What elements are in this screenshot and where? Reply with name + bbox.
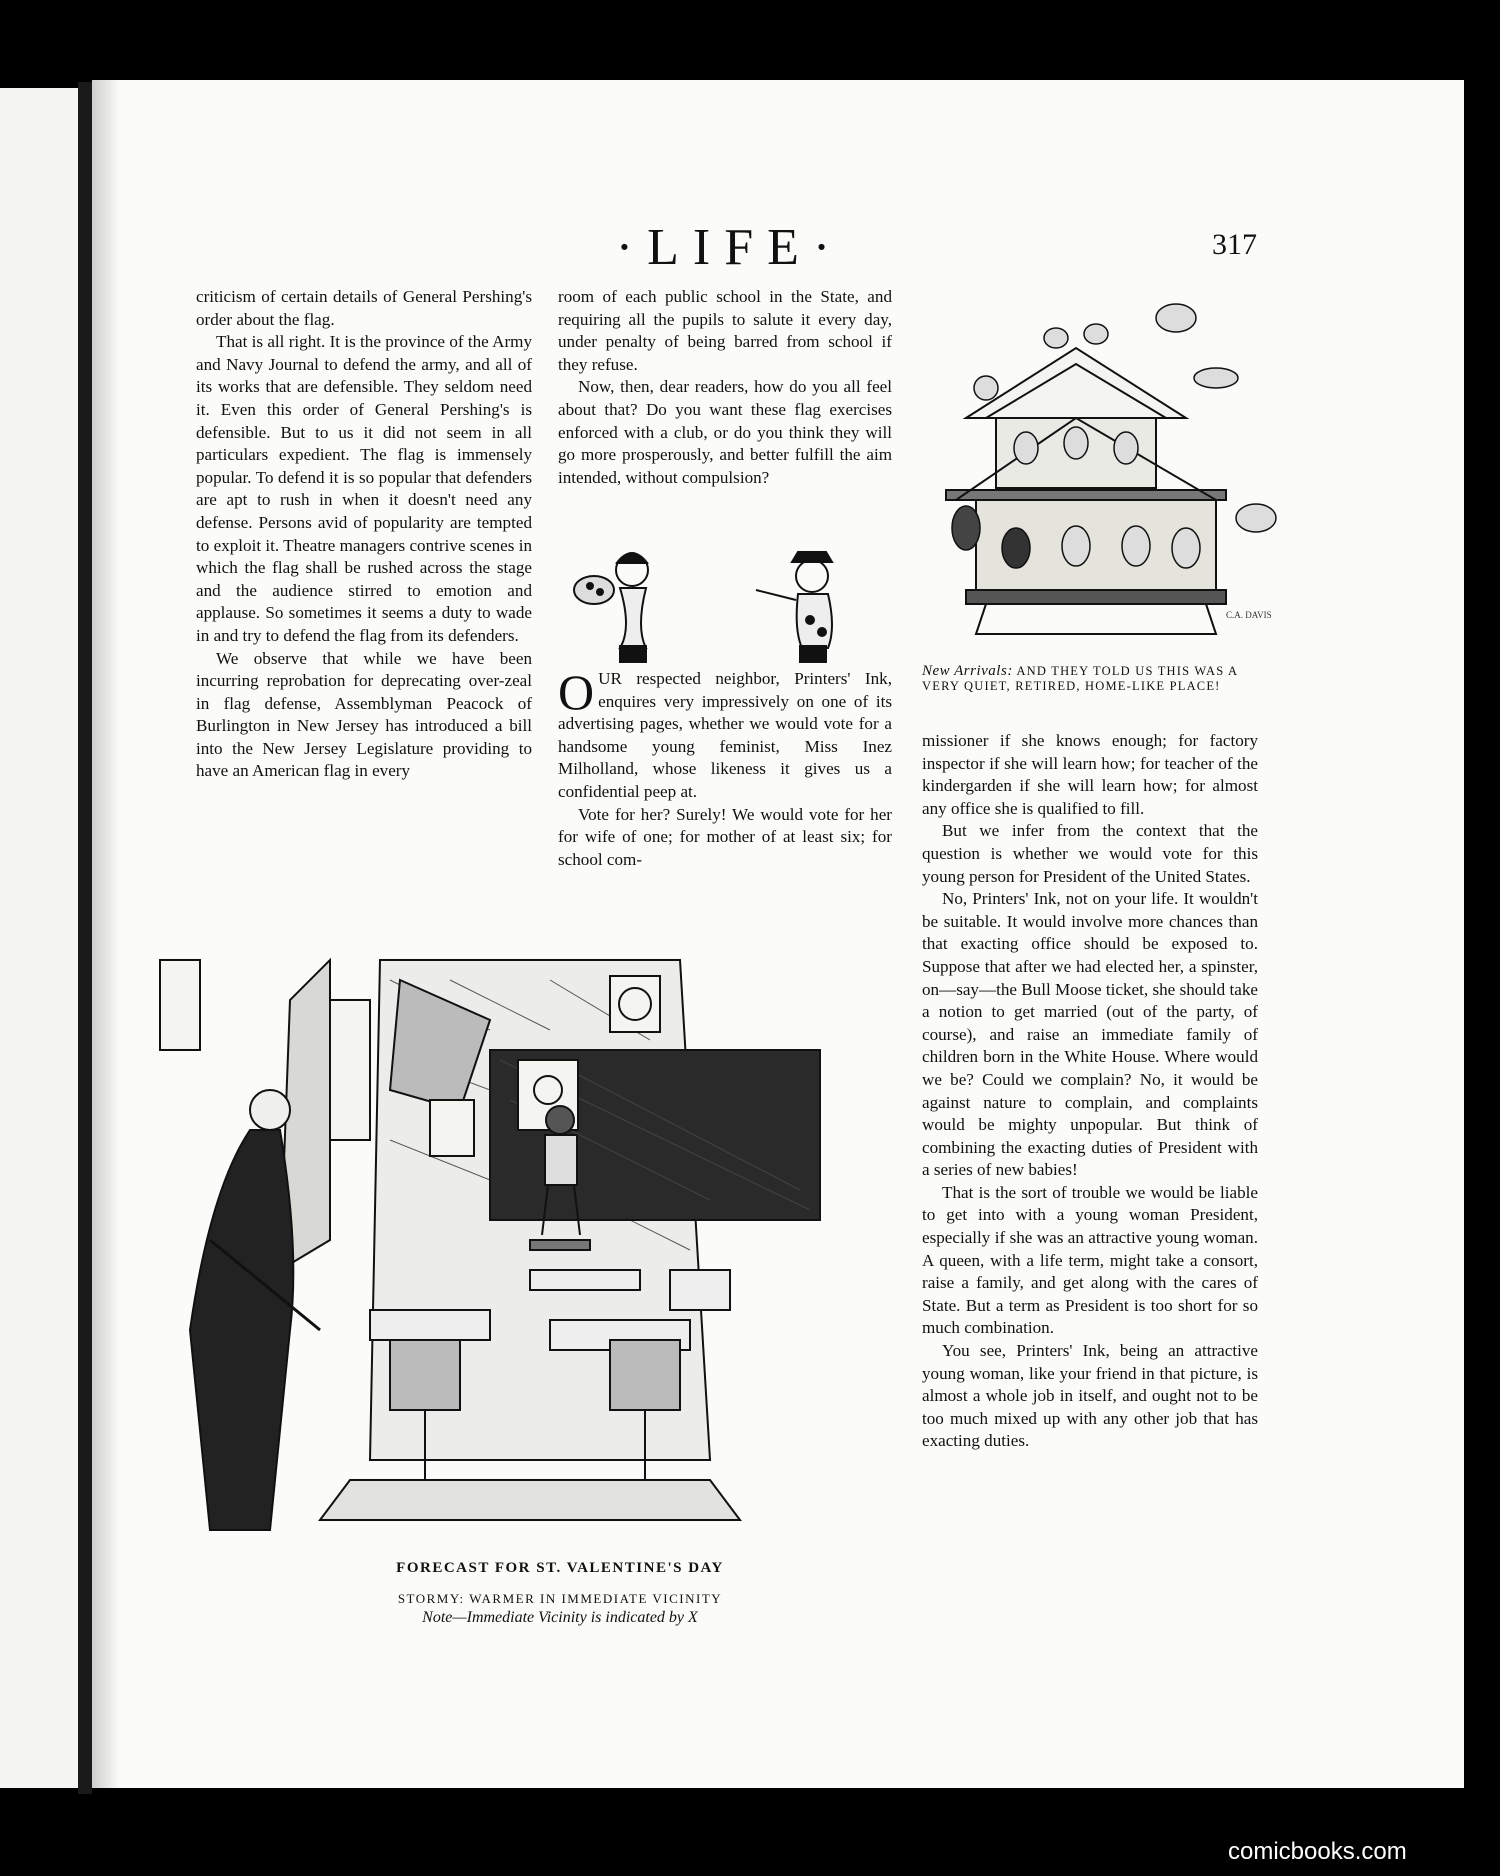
adjacent-page-edge [0, 88, 78, 1788]
paragraph: Now, then, dear readers, how do you all feel about that? Do you want these flag exercises enforced with a club, or do you think they will go more prosperously, and better fulfill the aim intended, without compulsion? [558, 377, 892, 487]
paragraph: That is the sort of trouble we would be liable to get into with a young woman President, especially if she was an attractive young woman. A queen, with a life term, might take a consort, raise a family, and get along with the cares of State. But a term as President is too short for so much combination. [922, 1182, 1258, 1338]
column-1 [196, 286, 532, 783]
birdhouse-caption [922, 664, 1258, 694]
column-2-lower [558, 664, 892, 871]
paragraph: room of each public school in the State, and requiring all the pupils to salute it every day, under penalty of being barred from school if they refuse. [558, 287, 892, 374]
paragraph: That is all right. It is the province of the Army and Navy Journal to defend the army, and all of its works that are defensible. They seldom need it. Even this order of General Pershing's is defensible. But to us it did not seem in all particulars expedient. The flag is immensely popular. To defend it is so popular that defenders are apt to rush in when it doesn't need any defense. Persons avid of popularity are tempted to exploit it. Theatre managers contrive scenes in which the flag shall be rushed across the stage and the audience stirred to emotion and applause. So sometimes it seems a duty to wade in and try to defend the flag from its defenders. [196, 332, 532, 645]
caption-italic: New Arrivals: [922, 663, 1013, 679]
right-figure [756, 552, 832, 662]
paragraph: missioner if she knows enough; for factory inspector if she will learn how; for teacher of the kindergarden if she will learn how; for almost any office she is qualified to fill. [922, 731, 1258, 818]
column-3 [922, 730, 1258, 1453]
caption-title: FORECAST FOR ST. VALENTINE'S DAY [396, 1560, 724, 1576]
caption-text: AND THEY TOLD US THIS WAS A VERY QUIET, RETIRED, HOME-LIKE PLACE! [922, 664, 1238, 693]
paragraph: We observe that while we have been incurring reprobation for deprecating over-zeal in flag defense, Assemblyman Peacock of Burlington in New Jersey has introduced a bill into the New Jersey Legislature providing to have an American flag in every [196, 648, 532, 781]
paragraph: But we infer from the context that the question is whether we would vote for this young person for President of the United States. [922, 821, 1258, 886]
book-gutter [78, 82, 92, 1794]
paragraph: You see, Printers' Ink, being an attractive young woman, like your friend in that picture, is almost a whole job in itself, and ought not to be too much mixed up with any other job that has exacting duties. [922, 1341, 1258, 1451]
page-number: 317 [1212, 228, 1257, 261]
cartoon-caption [300, 1560, 820, 1627]
caption-subtitle: STORMY: WARMER IN IMMEDIATE VICINITY [397, 1591, 723, 1606]
paragraph [558, 664, 892, 804]
caption-note: Note—Immediate Vicinity is indicated by X [422, 1609, 698, 1626]
paragraph: Vote for her? Surely! We would vote for her for wife of one; for mother of at least six; for school com- [558, 804, 892, 869]
birdhouse-illustration [926, 278, 1336, 650]
paragraph-text: UR respected neighbor, Printers' Ink, enquires very impressively on one of its advertising pages, whether we would vote for a handsome young feminist, Miss Inez Milholland, whose likeness it gives us a confidential peep at. [558, 669, 892, 801]
vignette-illustration [560, 540, 890, 670]
artist-signature: C.A. DAVIS [1226, 610, 1272, 620]
paragraph: criticism of certain details of General Pershing's order about the flag. [196, 287, 532, 329]
drop-cap: O [558, 664, 595, 720]
watermark: comicbooks.com [1228, 1838, 1407, 1865]
left-figure [574, 553, 648, 662]
masthead: ·LIFE· [615, 219, 845, 276]
classroom-cartoon [150, 940, 890, 1540]
spine-shadow [92, 80, 120, 1788]
paragraph: No, Printers' Ink, not on your life. It wouldn't be suitable. It would involve more chances than that exacting office should be exposed to. Suppose that after we had elected her, a spinster, on—say—the Bull Moose ticket, she should take a notion to get married (out of the party, of course), and raise an immediate family of children born in the White House. Where would we be? Could we complain? No, it would be against nature to complain, and complaints would be mighty unpopular. But think of combining the exacting duties of President with a series of new babies! [922, 889, 1258, 1180]
column-2 [558, 286, 892, 489]
